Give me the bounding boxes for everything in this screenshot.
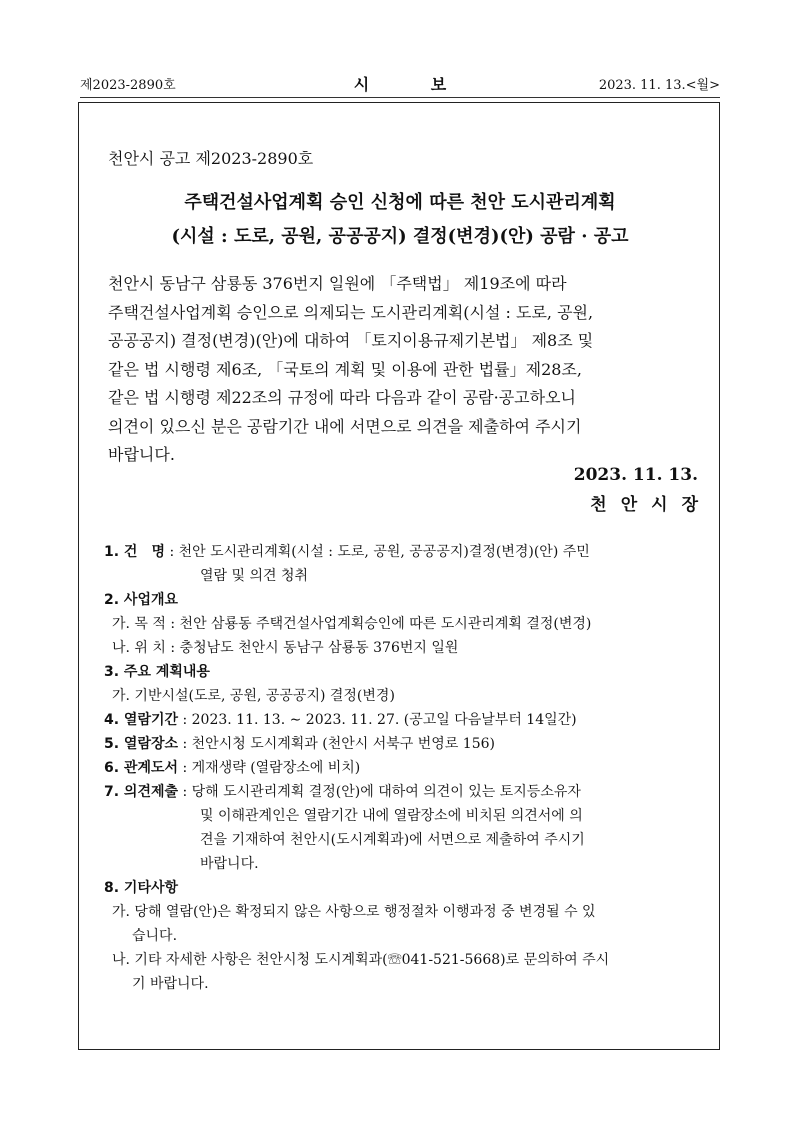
item-label: 4. 열람기간 <box>104 712 179 728</box>
item-3 <box>104 660 702 684</box>
item-2 <box>104 588 702 612</box>
title-line-1: 주택건설사업계획 승인 신청에 따른 천안 도시관리계획 <box>184 192 616 213</box>
notice-items <box>104 540 702 996</box>
item-8-a: 가. 당해 열람(안)은 확정되지 않은 사항으로 행정절차 이행과정 중 변경될 수 있 <box>112 904 596 920</box>
item-2-a: 가. 목 적 : 천안 삼룡동 주택건설사업계획승인에 따른 도시관리계획 결정(변경) <box>112 616 592 632</box>
notice-body <box>108 270 698 470</box>
item-text: : 게재생략 (열람장소에 비치) <box>182 760 361 776</box>
body-line: 천안시 동남구 삼룡동 376번지 일원에 「주택법」 제19조에 따라 <box>108 274 567 293</box>
signature-block <box>573 460 712 520</box>
item-8-a-cont: 습니다. <box>132 928 178 944</box>
item-text: : 당해 도시관리계획 결정(안)에 대하여 의견이 있는 토지등소유자 <box>182 784 581 800</box>
item-6 <box>104 756 702 780</box>
mayor-title: 천안시장 <box>590 495 712 515</box>
item-1-cont: 열람 및 의견 청취 <box>200 568 309 584</box>
item-label: 7. 의견제출 <box>104 784 179 800</box>
item-label: 3. 주요 계획내용 <box>104 664 210 680</box>
title-line-2: (시설 : 도로, 공원, 공공공지) 결정(변경)(안) 공람 · 공고 <box>171 226 629 247</box>
item-3-a: 가. 기반시설(도로, 공원, 공공공지) 결정(변경) <box>112 688 395 704</box>
body-line: 공공공지) 결정(변경)(안)에 대하여 「토지이용규제기본법」 제8조 및 <box>108 331 594 350</box>
item-text: : 2023. 11. 13. ∼ 2023. 11. 27. (공고일 다음날부터 14일간) <box>182 712 577 728</box>
item-1 <box>104 540 702 564</box>
sign-date: 2023. 11. 13. <box>573 465 698 485</box>
item-7-cont: 바랍니다. <box>200 856 259 872</box>
page-header <box>80 74 720 96</box>
issue-number: 제2023-2890호 <box>80 78 176 93</box>
body-line: 의견이 있으신 분은 공람기간 내에 서면으로 의견을 제출하여 주시기 <box>108 416 582 436</box>
item-label: 5. 열람장소 <box>104 736 179 752</box>
body-line: 같은 법 시행령 제6조, 「국토의 계획 및 이용에 관한 법률」제28조, <box>108 359 582 379</box>
item-5 <box>104 732 702 756</box>
body-line: 바랍니다. <box>108 445 175 464</box>
item-label: 2. 사업개요 <box>104 592 179 608</box>
header-divider <box>80 97 720 98</box>
item-4 <box>104 708 702 732</box>
item-7-cont: 견을 기재하여 천안시(도시계획과)에 서면으로 제출하여 주시기 <box>200 832 585 848</box>
publication-title: 시 보 <box>353 75 475 94</box>
item-text: : 천안시청 도시계획과 (천안시 서북구 번영로 156) <box>182 736 495 752</box>
body-line: 같은 법 시행령 제22조의 규정에 따라 다음과 같이 공람·공고하오니 <box>108 388 576 407</box>
item-2-b: 나. 위 치 : 충청남도 천안시 동남구 삼룡동 376번지 일원 <box>112 640 459 656</box>
item-label: 1. 건 명 <box>104 544 165 560</box>
notice-title <box>100 186 700 254</box>
item-text: : 천안 도시관리계획(시설 : 도로, 공원, 공공공지)결정(변경)(안) 주민 <box>169 544 590 560</box>
notice-number: 천안시 공고 제2023-2890호 <box>108 149 314 168</box>
item-8 <box>104 876 702 900</box>
item-7-cont: 및 이해관계인은 열람기간 내에 열람장소에 비치된 의견서에 의 <box>200 808 583 824</box>
item-7 <box>104 780 702 804</box>
item-8-b-cont: 기 바랍니다. <box>132 976 209 992</box>
body-line: 주택건설사업계획 승인으로 의제되는 도시관리계획(시설 : 도로, 공원, <box>108 302 594 322</box>
item-label: 6. 관계도서 <box>104 760 179 776</box>
item-label: 8. 기타사항 <box>104 880 179 896</box>
publication-date: 2023. 11. 13.<월> <box>598 78 720 93</box>
item-8-b: 나. 기타 자세한 사항은 천안시청 도시계획과(☏041-521-5668)로 문의하여 주시 <box>112 952 610 968</box>
